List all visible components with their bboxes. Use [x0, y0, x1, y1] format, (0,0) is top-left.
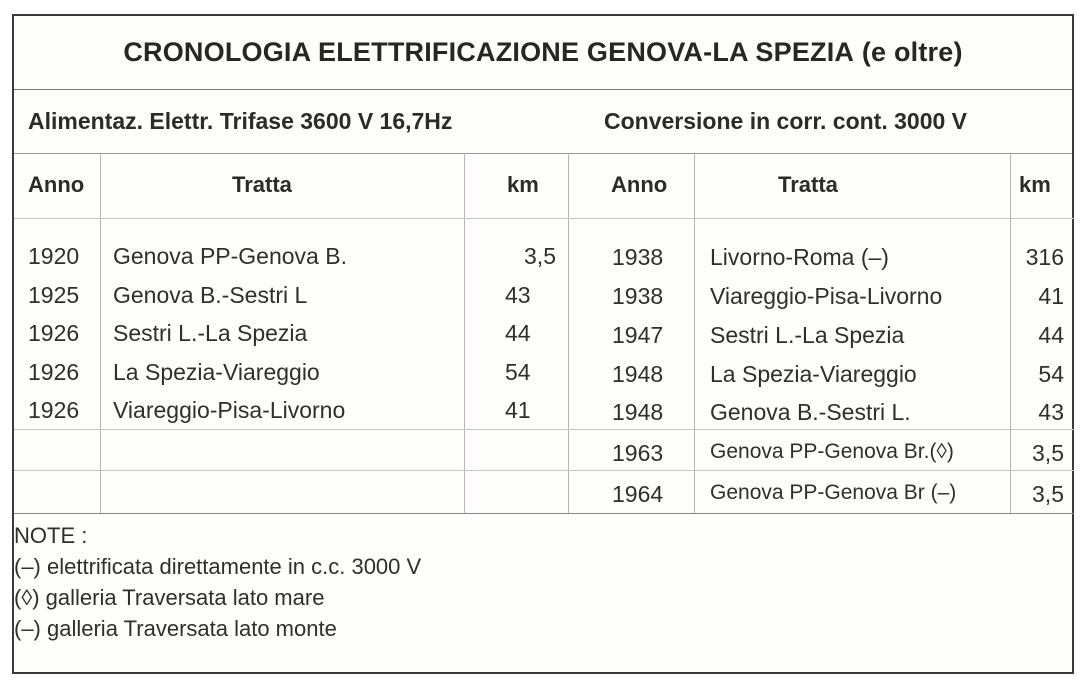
cell-tratta: Viareggio-Pisa-Livorno — [113, 397, 346, 423]
cell-km: 316 — [1025, 244, 1064, 270]
note-line: (◊) galleria Traversata lato mare — [14, 585, 325, 610]
col-anno-left: Anno — [28, 172, 85, 197]
notes-section — [14, 520, 421, 644]
cell-tratta: Sestri L.-La Spezia — [710, 322, 905, 348]
section-headers — [14, 90, 1072, 154]
cell-anno: 1926 — [28, 320, 80, 346]
cell-anno: 1948 — [612, 399, 664, 425]
grid-line — [694, 153, 695, 513]
cell-anno: 1964 — [612, 481, 664, 507]
cell-tratta: Genova PP-Genova Br.(◊) — [710, 440, 954, 463]
cell-anno: 1926 — [28, 397, 80, 423]
grid-line — [14, 429, 1074, 430]
cell-anno: 1947 — [612, 322, 664, 348]
grid-line — [14, 513, 1074, 514]
cell-anno: 1938 — [612, 283, 664, 309]
col-km-right: km — [1019, 172, 1051, 197]
cell-km: 43 — [505, 282, 531, 308]
grid-line — [568, 153, 569, 513]
cell-tratta: Livorno-Roma (–) — [710, 244, 889, 270]
cell-km: 43 — [1038, 399, 1064, 425]
cell-tratta: La Spezia-Viareggio — [710, 361, 917, 387]
grid-line — [14, 470, 1074, 471]
col-tratta-right: Tratta — [778, 172, 838, 197]
cell-tratta: Genova PP-Genova Br (–) — [710, 481, 957, 504]
note-line: (–) elettrificata direttamente in c.c. 3000 V — [14, 554, 422, 579]
cell-anno: 1925 — [28, 282, 80, 308]
section-left-heading: Alimentaz. Elettr. Trifase 3600 V 16,7Hz — [28, 108, 453, 134]
cell-km: 3,5 — [1032, 440, 1064, 466]
page-title — [14, 16, 1072, 90]
cell-tratta: Sestri L.-La Spezia — [113, 320, 308, 346]
col-anno-right: Anno — [611, 172, 668, 197]
cell-tratta: Genova B.-Sestri L — [113, 282, 308, 308]
cell-km: 44 — [1038, 322, 1064, 348]
grid-line — [14, 218, 1074, 219]
notes-heading: NOTE : — [14, 523, 88, 548]
title-main: CRONOLOGIA ELETTRIFICAZIONE GENOVA-LA SPEZIA — [123, 37, 855, 67]
title-suffix: (e oltre) — [861, 37, 963, 67]
note-line: (–) galleria Traversata lato monte — [14, 616, 337, 641]
cell-km: 41 — [505, 397, 531, 423]
cell-anno: 1948 — [612, 361, 664, 387]
cell-km: 3,5 — [524, 243, 556, 269]
grid-line — [100, 153, 101, 513]
cell-anno: 1938 — [612, 244, 664, 270]
cell-anno: 1963 — [612, 440, 664, 466]
cell-km: 44 — [505, 320, 531, 346]
cell-km: 41 — [1038, 283, 1064, 309]
cell-anno: 1926 — [28, 359, 80, 385]
col-tratta-left: Tratta — [232, 172, 292, 197]
cell-tratta: Viareggio-Pisa-Livorno — [710, 283, 943, 309]
cell-km: 54 — [505, 359, 531, 385]
col-km-left: km — [507, 172, 539, 197]
grid-line — [1010, 153, 1011, 513]
cell-anno: 1920 — [28, 243, 80, 269]
cell-tratta: La Spezia-Viareggio — [113, 359, 320, 385]
cell-tratta: Genova B.-Sestri L. — [710, 399, 911, 425]
cell-km: 3,5 — [1032, 481, 1064, 507]
cell-tratta: Genova PP-Genova B. — [113, 243, 347, 269]
section-right-heading: Conversione in corr. cont. 3000 V — [604, 108, 968, 134]
cell-km: 54 — [1038, 361, 1064, 387]
grid-line — [464, 153, 465, 513]
